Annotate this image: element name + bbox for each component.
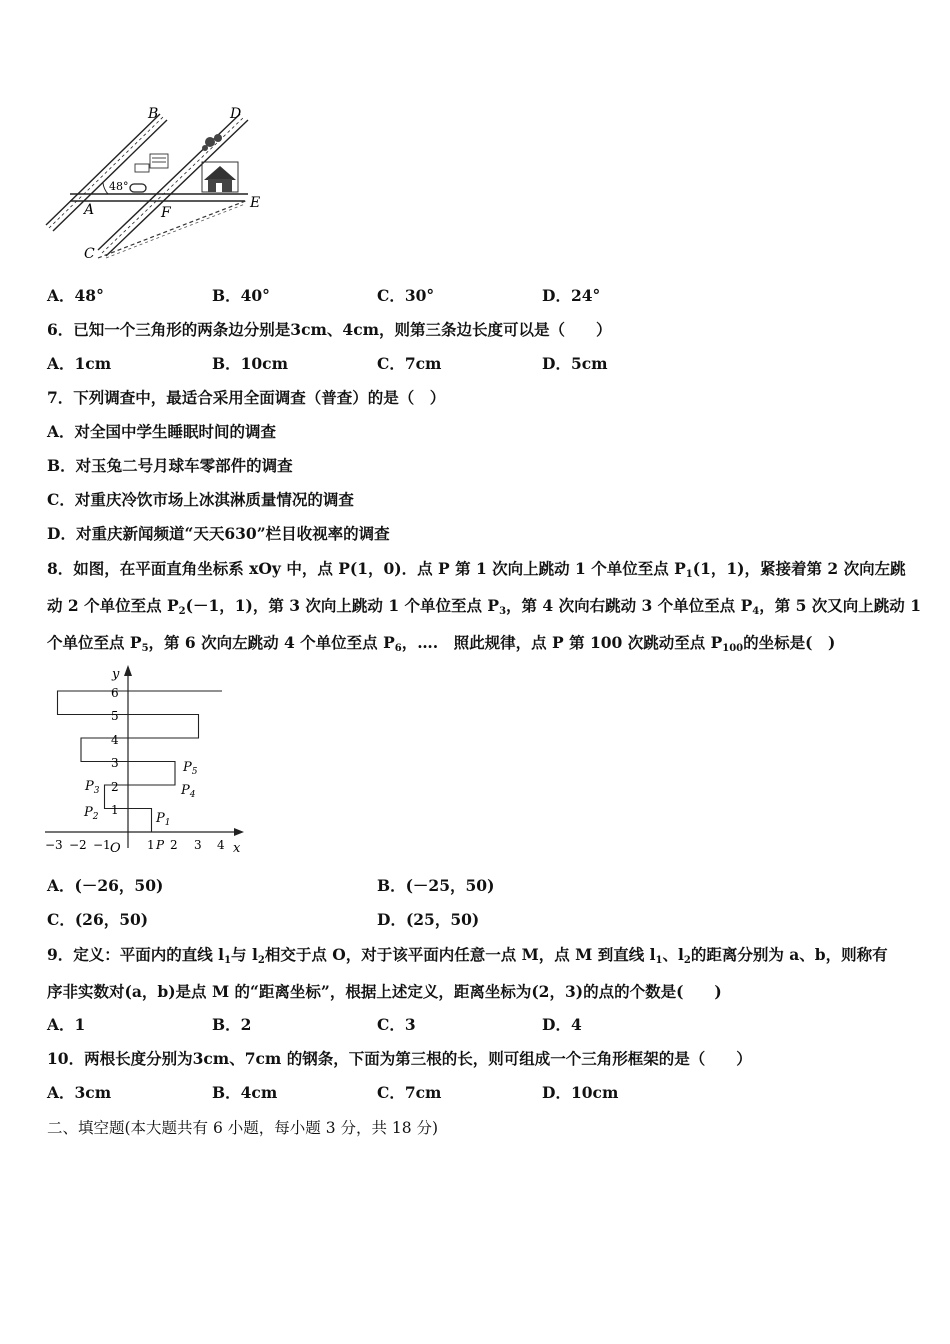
label-d: D	[230, 106, 242, 122]
q8-l2-a: 动 2 个单位至点 P	[47, 596, 179, 615]
x-axis-arrow-icon	[234, 828, 244, 836]
q8-l3-sub2: 6	[394, 643, 402, 654]
q9-option-a: A．1	[47, 1015, 86, 1034]
q9-l1-sub1: 1	[224, 955, 232, 966]
x-tick-3: 3	[194, 838, 202, 852]
q9-l1-d: 、l	[662, 945, 684, 964]
q10-option-c: C．7cm	[377, 1083, 442, 1102]
q8-option-d: D．(25，50)	[377, 910, 480, 929]
q9-l1-sub3: 1	[655, 955, 663, 966]
y-tick-6: 6	[111, 686, 119, 700]
x-tick-1: 1	[147, 838, 155, 852]
car-icon	[130, 184, 146, 192]
figure-jump-graph	[40, 662, 255, 862]
q8-option-a: A．(－26，50)	[47, 876, 164, 895]
figure-parallel-roads	[40, 100, 270, 265]
point-p: P	[156, 838, 165, 852]
q5-option-a: A．48°	[47, 286, 104, 305]
q5-option-b: B．40°	[212, 286, 270, 305]
angle-arc	[103, 183, 108, 194]
q8-l2-sub1: 2	[178, 606, 186, 617]
q9-option-c: C．3	[377, 1015, 416, 1034]
q9-l1-a: 9．定义：平面内的直线 l	[47, 945, 225, 964]
x-tick-neg2: −2	[69, 838, 87, 852]
house-icon	[202, 162, 238, 192]
point-p1: $P_1$	[156, 811, 171, 828]
label-c: C	[84, 246, 95, 262]
q6-option-c: C．7cm	[377, 354, 442, 373]
q7-option-c: C．对重庆冷饮市场上冰淇淋质量情况的调查	[47, 490, 354, 509]
y-tick-5: 5	[111, 709, 119, 723]
label-b: B	[148, 106, 159, 122]
label-angle-48: 48°	[109, 180, 129, 193]
q8-l2-b: (－1，1)，第 3 次向上跳动 1 个单位至点 P	[185, 596, 500, 615]
q5-option-d: D．24°	[542, 286, 601, 305]
q8-stem-line3	[47, 633, 835, 659]
q8-l1-sub1: 1	[685, 569, 693, 580]
x-tick-2: 2	[170, 838, 178, 852]
y-tick-1: 1	[111, 803, 119, 817]
q8-l1-a: 8．如图，在平面直角坐标系 xOy 中，点 P(1，0)．点 P 第 1 次向上跳动 1 个单位至点 P	[47, 559, 686, 578]
q7-option-d: D．对重庆新闻频道“天天630”栏目收视率的调查	[47, 524, 390, 543]
point-p5: $P_5$	[183, 760, 198, 777]
dashed-line-ce-2	[106, 204, 245, 258]
q8-l3-c: ，…. 照此规律，点 P 第 100 次跳动至点 P	[401, 633, 723, 652]
q8-l3-sub1: 5	[141, 643, 149, 654]
point-p4: $P_4$	[181, 783, 196, 800]
q8-l3-sub3: 100	[722, 643, 744, 654]
section-2-title: 二、填空题(本大题共有 6 小题，每小题 3 分，共 18 分)	[47, 1119, 439, 1137]
q9-option-d: D．4	[542, 1015, 582, 1034]
road-ab	[46, 114, 167, 231]
q10-option-d: D．10cm	[542, 1083, 619, 1102]
label-a: A	[84, 202, 95, 218]
q6-option-a: A．1cm	[47, 354, 112, 373]
q9-l1-sub4: 2	[683, 955, 691, 966]
q6-option-d: D．5cm	[542, 354, 608, 373]
q8-l1-b: (1，1)，紧接着第 2 次向左跳	[692, 559, 906, 578]
point-p2: $P_2$	[84, 805, 99, 822]
q7-option-b: B．对玉兔二号月球车零部件的调查	[47, 456, 293, 475]
y-axis-label: y	[112, 667, 120, 682]
label-f: F	[161, 205, 171, 221]
y-tick-3: 3	[111, 756, 119, 770]
x-tick-neg3: −3	[45, 838, 63, 852]
q8-l2-d: ，第 5 次又向上跳动 1	[759, 596, 921, 615]
jump-path	[58, 691, 223, 832]
q8-l2-sub3: 4	[752, 606, 760, 617]
x-tick-4: 4	[217, 838, 225, 852]
road-ae	[70, 194, 248, 201]
q8-option-b: B．(－25，50)	[377, 876, 495, 895]
origin-label: O	[110, 841, 121, 856]
q10-stem: 10．两根长度分别为3cm、7cm 的钢条，下面为第三根的长，则可组成一个三角形框架的是（ ）	[47, 1049, 752, 1068]
q5-option-c: C．30°	[377, 286, 435, 305]
q8-l3-a: 个单位至点 P	[47, 633, 142, 652]
q7-option-a: A．对全国中学生睡眠时间的调查	[47, 422, 277, 441]
q9-stem-line1	[47, 945, 888, 971]
q8-option-c: C．(26，50)	[47, 910, 149, 929]
q7-stem: 7．下列调查中，最适合采用全面调查（普查）的是（ ）	[47, 388, 446, 407]
y-tick-2: 2	[111, 780, 119, 794]
q6-option-b: B．10cm	[212, 354, 289, 373]
q8-l3-d: 的坐标是( )	[743, 633, 836, 652]
y-axis-arrow-icon	[124, 665, 132, 676]
q9-option-b: B．2	[212, 1015, 252, 1034]
q8-l3-b: ，第 6 次向左跳动 4 个单位至点 P	[148, 633, 395, 652]
label-e: E	[250, 195, 261, 211]
q10-option-b: B．4cm	[212, 1083, 278, 1102]
q10-option-a: A．3cm	[47, 1083, 112, 1102]
q8-stem-line1	[47, 559, 906, 585]
building-icon	[135, 154, 168, 172]
q8-l2-c: ，第 4 次向右跳动 3 个单位至点 P	[506, 596, 753, 615]
x-tick-neg1: −1	[93, 838, 111, 852]
q9-l1-e: 的距离分别为 a、b，则称有	[690, 945, 888, 964]
q8-l2-sub2: 3	[499, 606, 507, 617]
y-tick-4: 4	[111, 733, 119, 747]
x-axis-label: x	[233, 841, 241, 856]
q9-l1-b: 与 l	[231, 945, 258, 964]
point-p3: $P_3$	[85, 779, 100, 796]
q9-stem-line2: 序非实数对(a，b)是点 M 的“距离坐标”，根据上述定义，距离坐标为(2，3)的点的个数是( )	[47, 982, 722, 1001]
q8-stem-line2	[47, 596, 921, 622]
q9-l1-c: 相交于点 O，对于该平面内任意一点 M，点 M 到直线 l	[264, 945, 656, 964]
q9-l1-sub2: 2	[257, 955, 265, 966]
q6-stem: 6．已知一个三角形的两条边分别是3cm、4cm，则第三条边长度可以是（ ）	[47, 320, 612, 339]
